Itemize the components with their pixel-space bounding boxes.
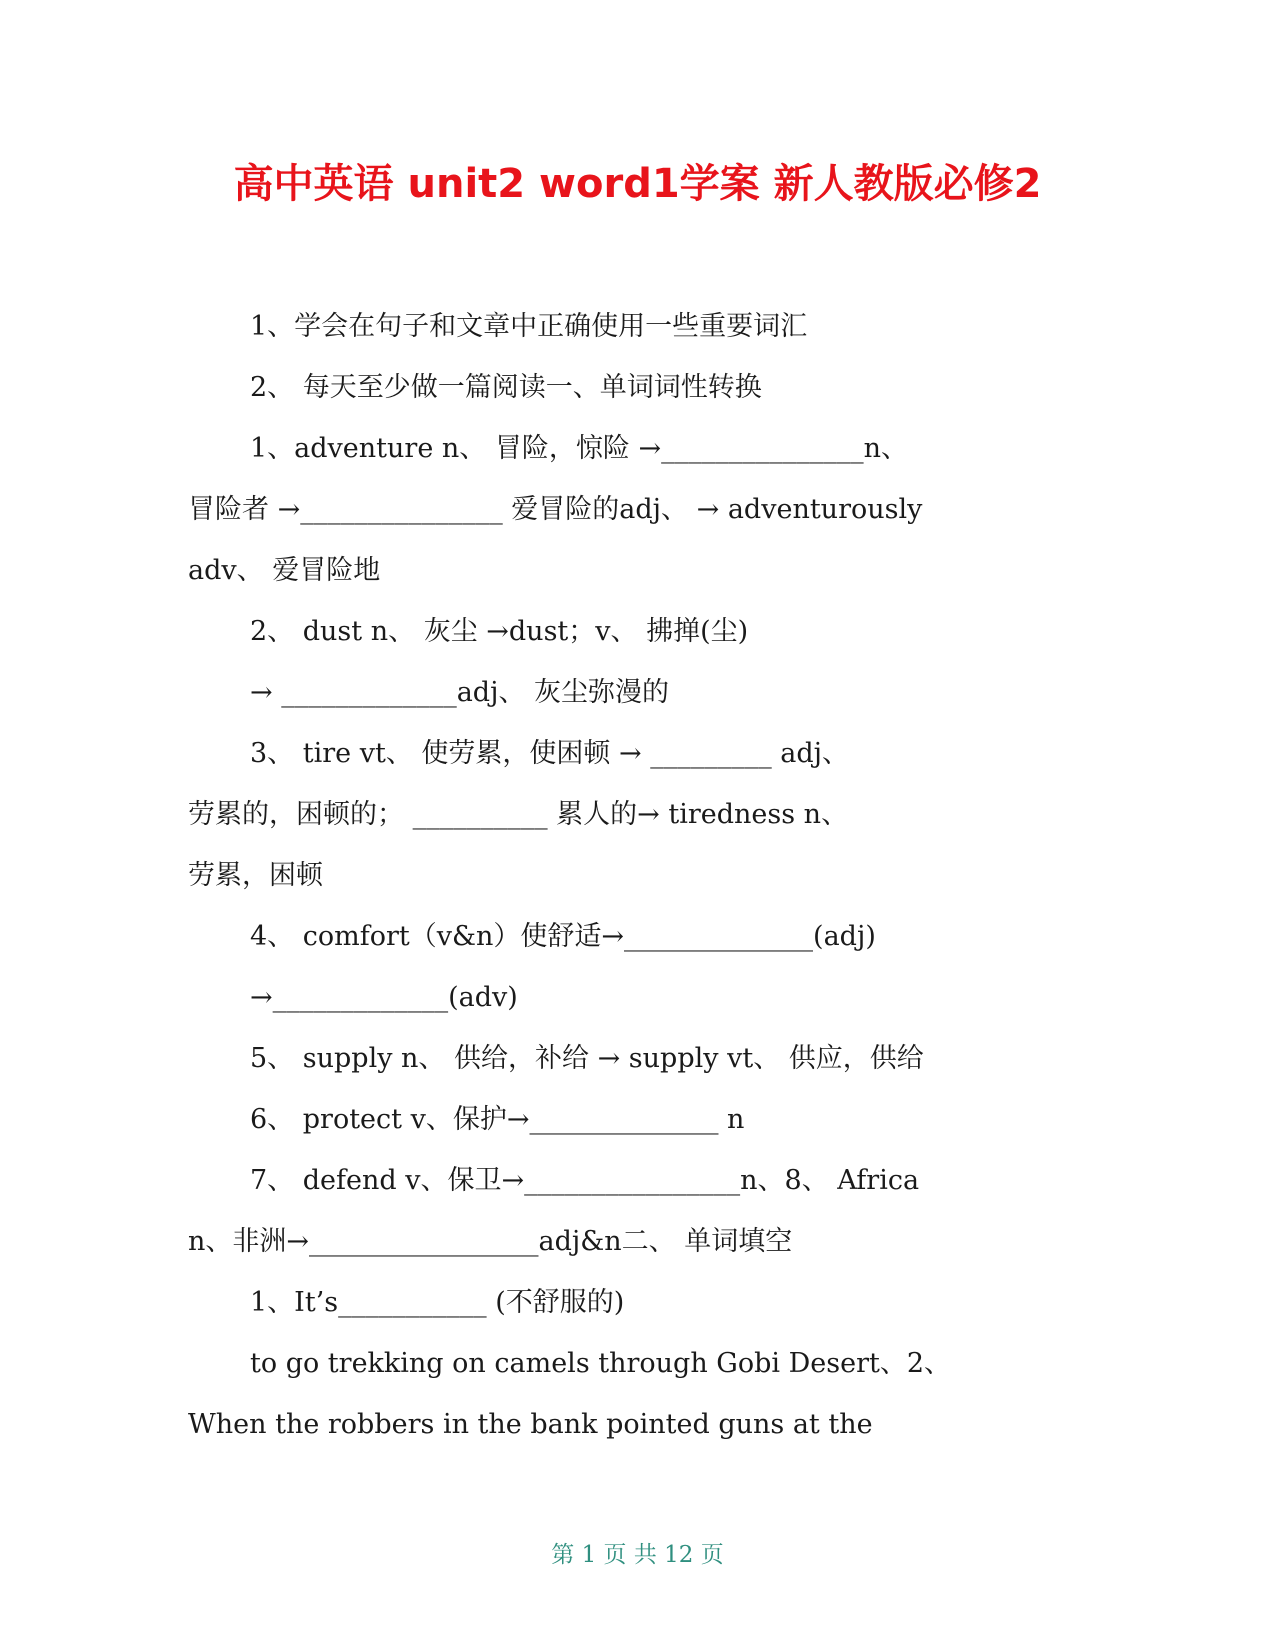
body-line: →_____________(adv) bbox=[250, 982, 518, 1013]
body-line: to go trekking on camels through Gobi Desert、2、 bbox=[250, 1348, 952, 1379]
body-line: 6、 protect v、保护→______________ n bbox=[250, 1104, 745, 1135]
body-line: 2、 每天至少做一篇阅读一、单词词性转换 bbox=[250, 372, 762, 403]
body-line: adv、 爱冒险地 bbox=[188, 555, 381, 586]
body-line: 2、 dust n、 灰尘 →dust；v、 拂掸(尘) bbox=[250, 616, 749, 647]
body-line: 1、It’s___________ (不舒服的) bbox=[250, 1287, 625, 1318]
body-line: 劳累，困顿 bbox=[188, 860, 323, 891]
body-line: 1、adventure n、 冒险，惊险 →_______________n、 bbox=[250, 433, 908, 464]
body-line: n、非洲→_________________adj&n二、 单词填空 bbox=[188, 1226, 793, 1257]
body-line: 冒险者 →_______________ 爱冒险的adj、 → adventurously bbox=[188, 494, 923, 525]
body-line: 7、 defend v、保卫→________________n、8、 Africa bbox=[250, 1165, 920, 1196]
body-line: → _____________adj、 灰尘弥漫的 bbox=[250, 677, 670, 708]
document-title: 高中英语 unit2 word1学案 新人教版必修2 bbox=[233, 161, 1042, 207]
body-line: 劳累的，困顿的； __________ 累人的→ tiredness n、 bbox=[188, 799, 849, 830]
body-line: 1、学会在句子和文章中正确使用一些重要词汇 bbox=[250, 311, 808, 342]
body-line: 4、 comfort（v&n）使舒适→______________(adj) bbox=[250, 921, 876, 952]
body-line: 5、 supply n、 供给，补给 → supply vt、 供应，供给 bbox=[250, 1043, 924, 1074]
body-line: When the robbers in the bank pointed guns at the bbox=[188, 1409, 873, 1440]
document-body bbox=[188, 296, 1078, 1455]
page-number-footer: 第 1 页 共 12 页 bbox=[551, 1542, 724, 1568]
body-line: 3、 tire vt、 使劳累，使困顿 → _________ adj、 bbox=[250, 738, 850, 769]
